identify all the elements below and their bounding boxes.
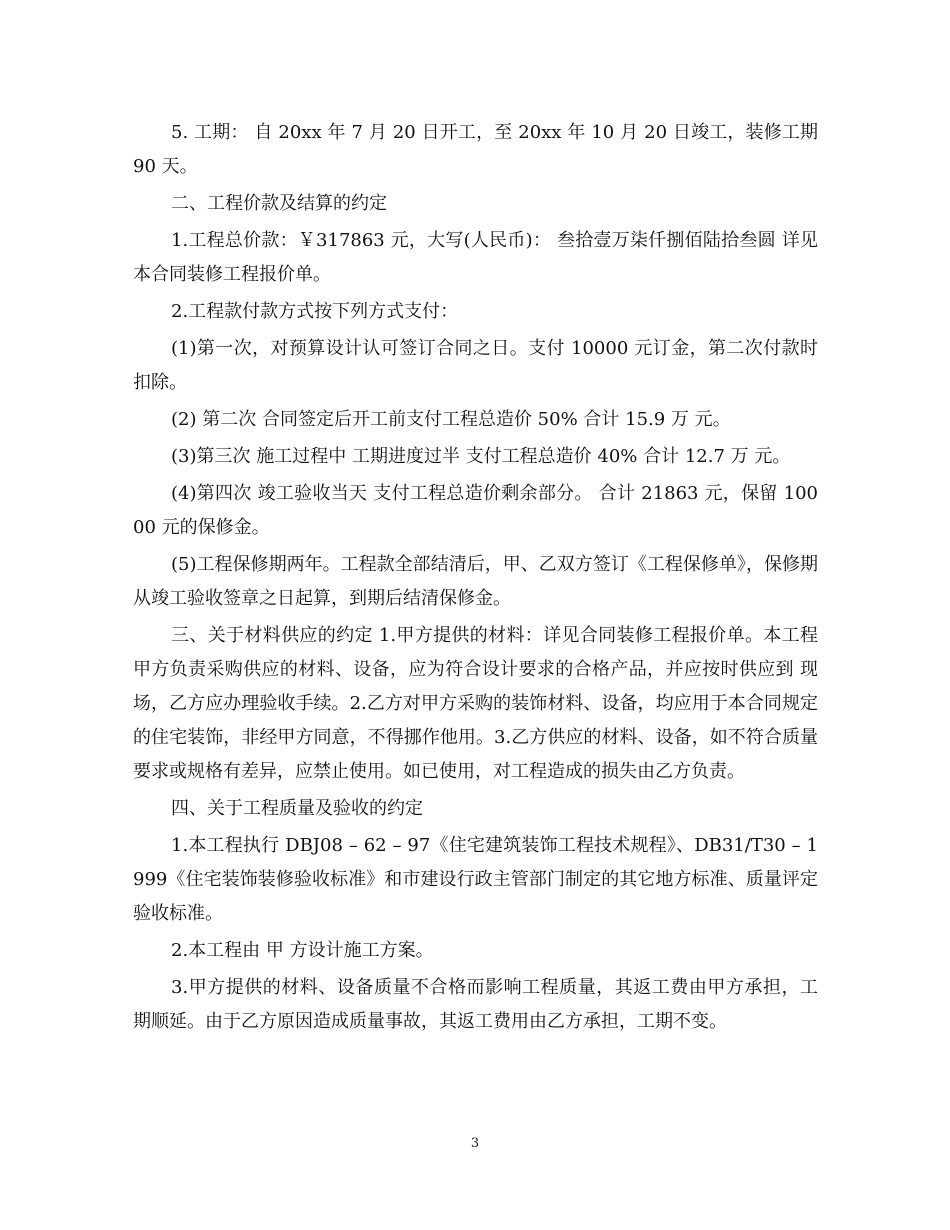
paragraph-warranty: (5)工程保修期两年。工程款全部结清后，甲、乙双方签订《工程保修单》，保修期从竣工验收签章之日起算，到期后结清保修金。 [133,554,818,609]
page-number: 3 [470,1136,480,1151]
paragraph-payment-method: 2.工程款付款方式按下列方式支付： [171,301,459,322]
paragraph-quality-standards: 1.本工程执行 DBJ08 – 62 – 97《住宅建筑装饰工程技术规程》、DB31/T30 – 1999《住宅装饰装修验收标准》和市建设行政主管部门制定的其它地方标准、质量评定验收标准。 [133,835,818,924]
paragraph-payment-3: (3)第三次 施工过程中 工期进度过半 支付工程总造价 40% 合计 12.7 万 元。 [171,446,791,467]
paragraph-rework-cost: 3.甲方提供的材料、设备质量不合格而影响工程质量，其返工费由甲方承担，工期顺延。由于乙方原因造成质量事故，其返工费用由乙方承担，工期不变。 [133,977,818,1032]
heading-quality-acceptance: 四、关于工程质量及验收的约定 [171,798,423,819]
paragraph-payment-4: (4)第四次 竣工验收当天 支付工程总造价剩余部分。 合计 21863 元，保留 10000 元的保修金。 [133,483,818,538]
paragraph-payment-1: (1)第一次，对预算设计认可签订合同之日。支付 10000 元订金，第二次付款时扣除。 [133,338,818,393]
document-body [133,116,818,1042]
paragraph-design-plan: 2.本工程由 甲 方设计施工方案。 [171,940,434,961]
paragraph-payment-2: (2) 第二次 合同签定后开工前支付工程总造价 50% 合计 15.9 万 元。 [171,409,731,430]
paragraph-material-supply: 三、关于材料供应的约定 1.甲方提供的材料：详见合同装修工程报价单。本工程甲方负责采购供应的材料、设备，应为符合设计要求的合格产品，并应按时供应到 现场，乙方应办理验收手续。2.乙方对甲方采购的装饰材料、设备，均应用于本合同规定的住宅装饰，非经甲方同意，不得挪作他用。3.乙方供应的材料、设备，如不符合质量要求或规格有差异，应禁止使用。如已使用，对工程造成的损失由乙方负责。 [133,625,818,782]
heading-price-settlement: 二、工程价款及结算的约定 [171,193,387,214]
paragraph-total-price: 1.工程总价款：￥317863 元，大写(人民币)： 叁拾壹万柒仟捌佰陆拾叁圆 详见本合同装修工程报价单。 [133,230,818,285]
paragraph-construction-period: 5. 工期： 自 20xx 年 7 月 20 日开工，至 20xx 年 10 月 20 日竣工，装修工期 90 天。 [133,122,818,177]
